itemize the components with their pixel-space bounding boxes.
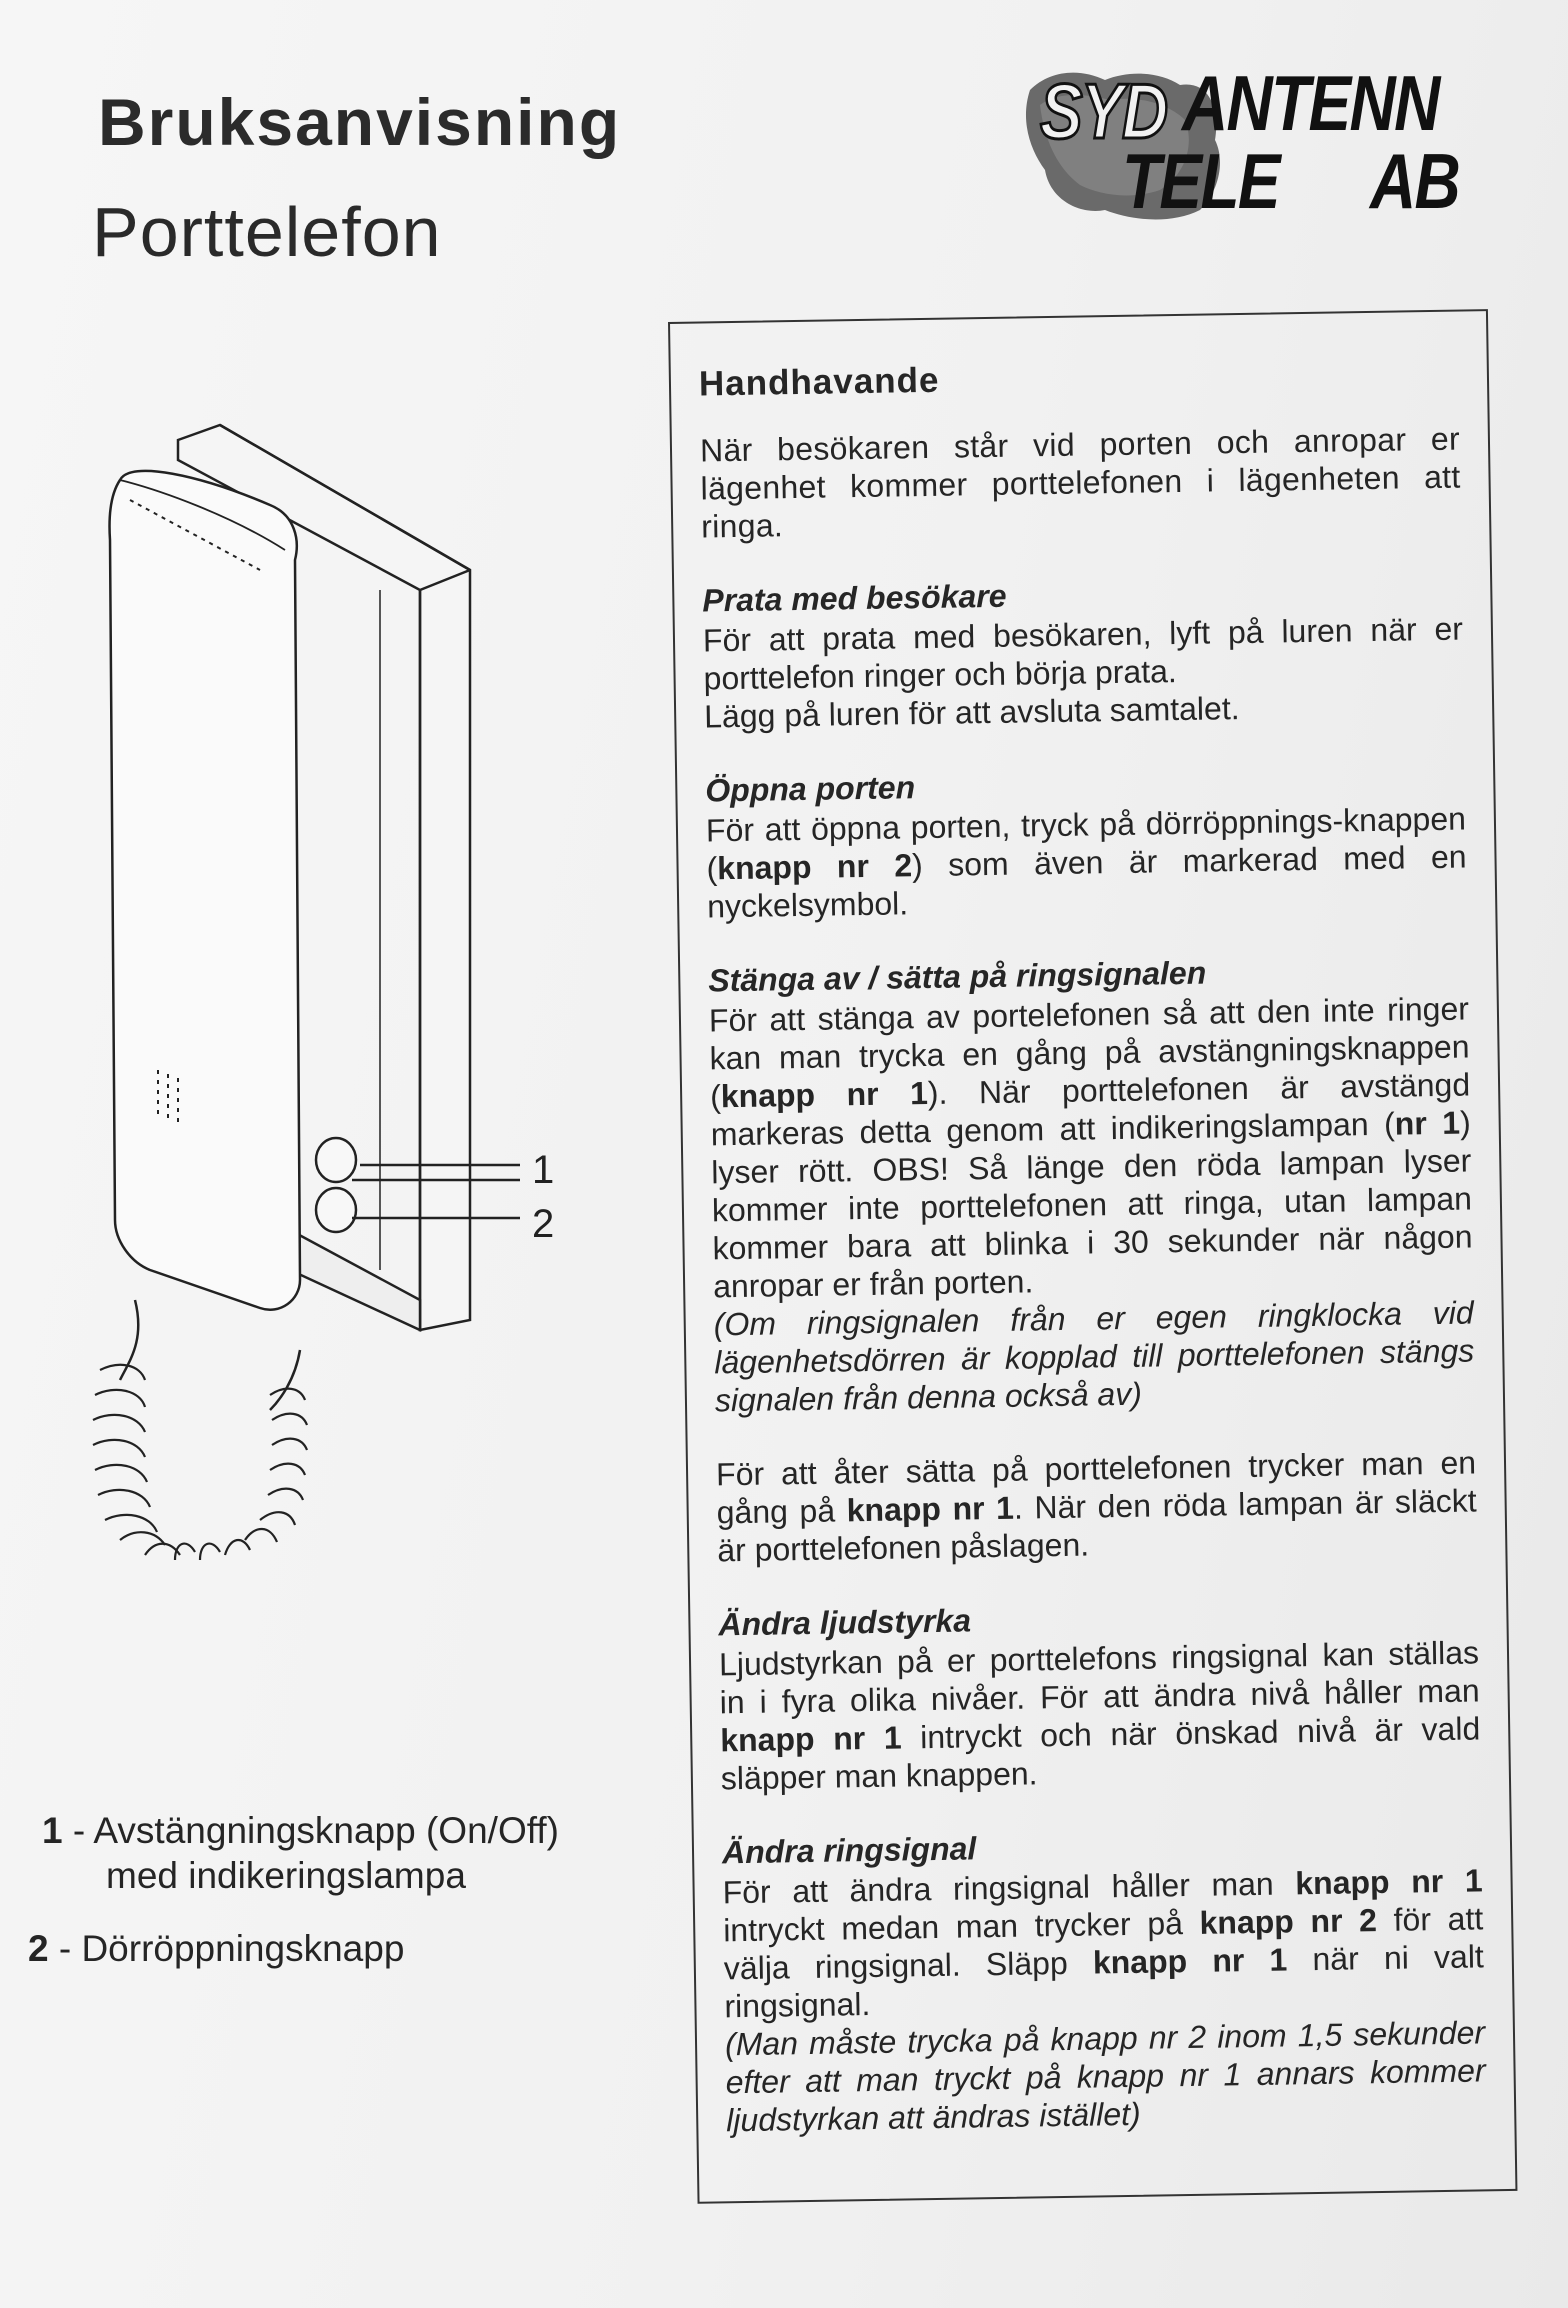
instructions-box	[668, 309, 1517, 2204]
instructions-heading: Handhavande	[698, 360, 940, 404]
page-subtitle: Porttelefon	[92, 193, 442, 271]
legend-number: 1	[42, 1810, 63, 1851]
intercom-handset-icon	[90, 420, 570, 1720]
logo-text-ab: AB	[1370, 137, 1460, 225]
legend-text: - Dörröppningsknapp	[48, 1928, 405, 1969]
section-open-gate	[705, 760, 1467, 926]
section-paragraph: För att ändra ringsignal håller man knapp nr 1 intryckt medan man trycker på knapp nr 2 för att välja ringsignal. Släpp knapp nr 1 när ni valt ringsignal.	[722, 1862, 1485, 2025]
button-reference: knapp nr 2	[1199, 1902, 1378, 1941]
company-logo	[1010, 50, 1495, 230]
legend-item-2	[28, 1926, 628, 1971]
button-reference: knapp nr 1	[1295, 1862, 1483, 1902]
figure-legend	[28, 1808, 628, 1999]
section-title: Ändra ljudstyrka	[718, 1602, 972, 1643]
section-note: (Om ringsignalen från er egen ringklocka vid lägenhetsdörren är kopplad till porttelefonen stängs signalen från denna också av)	[713, 1294, 1475, 1419]
intro-section	[700, 420, 1462, 546]
intercom-illustration	[90, 420, 570, 1720]
section-paragraph: För att prata med besökaren, lyft på luren när er porttelefon ringer och börja prata.	[702, 610, 1464, 697]
section-paragraph: För att åter sätta på porttelefonen trycker man en gång på knapp nr 1. När den röda lampan är släckt är porttelefonen påslagen.	[715, 1444, 1477, 1569]
section-title: Prata med besökare	[702, 577, 1007, 619]
button-reference: knapp nr 2	[716, 847, 913, 887]
legend-number: 2	[28, 1928, 49, 1969]
page-title: Bruksanvisning	[98, 85, 622, 159]
section-note: (Man måste trycka på knapp nr 2 inom 1,5 sekunder efter att man tryckt på knapp nr 1 annars kommer ljudstyrkan att ändras istället)	[724, 2014, 1486, 2139]
button-reference: knapp nr 1	[846, 1489, 1015, 1529]
section-paragraph: För att öppna porten, tryck på dörröppnings-knappen (knapp nr 2) som även är markerad med en nyckelsymbol.	[705, 800, 1467, 925]
logo-text-antenn: ANTENN	[1182, 59, 1439, 147]
section-volume	[718, 1593, 1481, 1797]
intro-paragraph: När besökaren står vid porten och anropar er lägenhet kommer porttelefonen i lägenheten att ringa.	[699, 420, 1461, 545]
legend-text-continued: med indikeringslampa	[106, 1855, 466, 1896]
section-ringtone	[722, 1821, 1487, 2139]
button-reference: knapp nr 1	[720, 1075, 929, 1115]
legend-text: - Avstängningsknapp (On/Off)	[62, 1810, 559, 1851]
section-paragraph: Lägg på luren för att avsluta samtalet.	[703, 690, 1240, 735]
section-title: Stänga av / sätta på ringsignalen	[708, 954, 1207, 999]
logo-text-tele: TELE	[1122, 137, 1279, 225]
logo-text-syd: SYD	[1040, 67, 1167, 155]
section-title: Öppna porten	[705, 769, 916, 809]
section-paragraph: För att stänga av portelefonen så att den inte ringer kan man trycka en gång på avstängningsknappen (knapp nr 1). När porttelefonen är avstängd markeras detta genom att indikeringslampan (nr 1) lyser rött. OBS! Så länge den röda lampan lyser kommer inte porttelefonen att ringa, utan lampan kommer bara att blinka i 30 sekunder när någon anropar er från porten.	[708, 990, 1473, 1305]
section-ring-toggle	[708, 950, 1477, 1570]
button-reference: nr 1	[1394, 1104, 1461, 1142]
callout-label-1: 1	[532, 1148, 555, 1192]
legend-item-1	[42, 1808, 628, 1898]
section-paragraph: Ljudstyrkan på er porttelefons ringsignal kan ställas in i fyra olika nivåer. För att ändra nivå håller man knapp nr 1 intryckt och när önskad nivå är vald släpper man knappen.	[718, 1634, 1481, 1797]
section-talk	[702, 570, 1464, 736]
button-reference: knapp nr 1	[1092, 1941, 1288, 1981]
callout-label-2: 2	[532, 1202, 555, 1246]
button-reference: knapp nr 1	[720, 1719, 902, 1759]
section-title: Ändra ringsignal	[721, 1830, 977, 1871]
